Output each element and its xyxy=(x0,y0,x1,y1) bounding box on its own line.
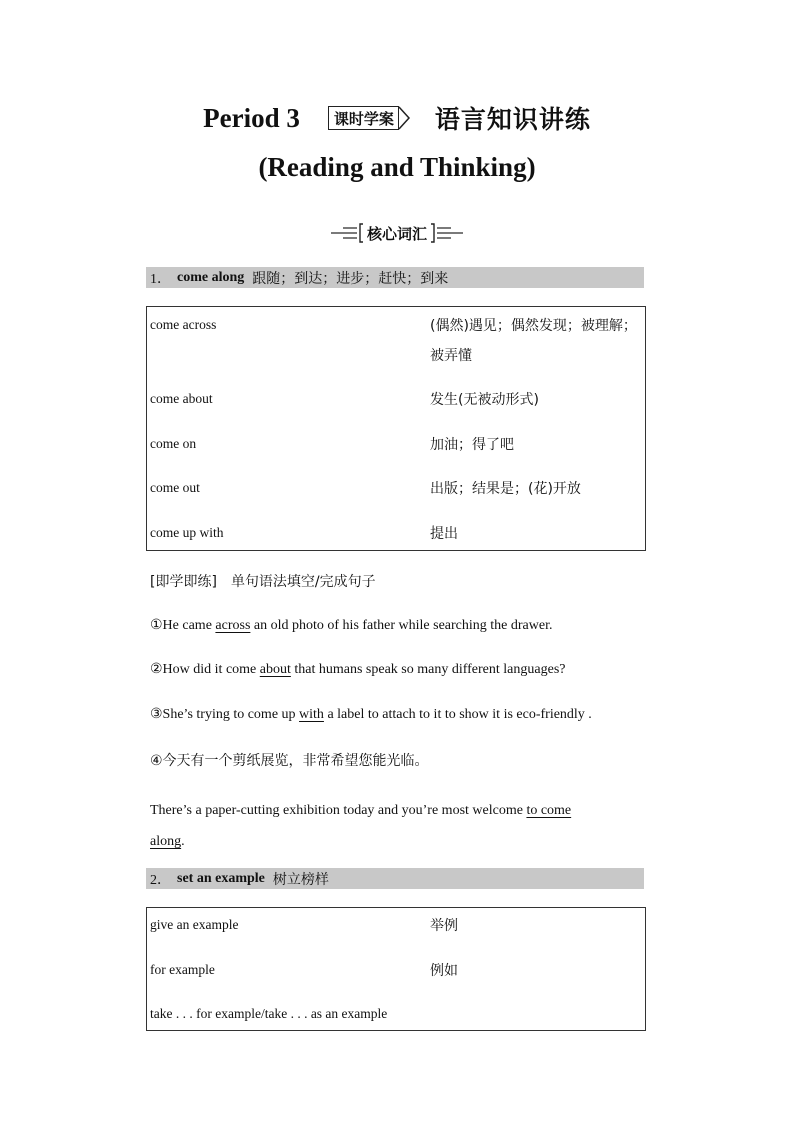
meaning-cell: 举例 xyxy=(430,918,458,934)
exercise-sentence-4-prompt xyxy=(150,750,644,770)
entry-1-table xyxy=(146,306,646,551)
phrase-cell: take . . . for example/take . . . as an example xyxy=(150,1006,388,1021)
sentence-text: . xyxy=(181,834,185,849)
sentence-text: ②How did it come xyxy=(150,662,260,677)
heading-right-ornament-icon xyxy=(429,222,463,244)
page-title: 语言知识讲练 xyxy=(434,105,591,134)
entry-2-phrase: set an example xyxy=(177,870,265,886)
phrase-cell: for example xyxy=(150,962,215,977)
sentence-text: There’s a paper-cutting exhibition today and you’re most welcome xyxy=(150,803,527,818)
entry-2-number: 2． xyxy=(150,872,171,888)
practice-instruction: 单句语法填空/完成句子 xyxy=(230,574,376,590)
sentence-text: that humans speak so many different languages? xyxy=(290,662,566,677)
meaning-cell: 加油；得了吧 xyxy=(430,437,514,453)
phrase-cell: come up with xyxy=(150,525,224,540)
sentence-text: an old photo of his father while searching the drawer. xyxy=(250,618,553,633)
section-heading-text: 核心词汇 xyxy=(366,224,427,243)
answer-blank: about xyxy=(259,662,291,677)
sentence-text: a label to attach to it to show it is eco-friendly . xyxy=(323,707,592,722)
answer-blank: with xyxy=(299,707,324,722)
exercise-sentence-2 xyxy=(150,661,644,678)
period-title: Period 3 xyxy=(203,102,300,133)
exercise-sentence-1 xyxy=(150,617,644,634)
phrase-cell: come across xyxy=(150,317,217,332)
meaning-cell: (偶然)遇见；偶然发现；被理解；被弄懂 xyxy=(430,318,637,364)
exercise-sentence-4-answer xyxy=(150,795,644,857)
lesson-badge xyxy=(328,105,411,131)
entry-1-header xyxy=(146,267,644,288)
answer-blank: to come xyxy=(526,803,572,818)
meaning-cell: 发生(无被动形式) xyxy=(430,392,539,408)
entry-2-table xyxy=(146,907,646,1031)
section-heading xyxy=(0,220,794,246)
phrase-cell: come about xyxy=(150,391,213,406)
entry-2-meaning: 树立榜样 xyxy=(272,871,329,888)
answer-blank: across xyxy=(215,618,251,633)
heading-left-ornament-icon xyxy=(331,222,365,244)
phrase-cell: give an example xyxy=(150,917,239,932)
sentence-text: ③She’s trying to come up xyxy=(150,707,300,722)
sentence-text: ④今天有一个剪纸展览，非常希望您能光临。 xyxy=(150,753,429,769)
lesson-badge-label: 课时学案 xyxy=(328,106,399,130)
meaning-cell: 例如 xyxy=(430,963,458,979)
title-line xyxy=(0,98,794,138)
entry-1-number: 1． xyxy=(150,271,171,287)
page-subtitle: (Reading and Thinking) xyxy=(258,152,536,182)
entry-2-header xyxy=(146,868,644,889)
practice-header xyxy=(150,571,644,591)
exercise-sentence-3 xyxy=(150,706,644,723)
meaning-cell: 提出 xyxy=(430,526,458,542)
answer-blank: along xyxy=(150,834,182,849)
sentence-text: ①He came xyxy=(150,618,216,633)
phrase-cell: come out xyxy=(150,480,200,495)
meaning-cell: 出版；结果是；(花)开放 xyxy=(430,481,581,497)
entry-1-meaning: 跟随；到达；进步；赶快；到来 xyxy=(252,270,449,287)
entry-1-phrase: come along xyxy=(177,269,245,285)
practice-label: [即学即练] xyxy=(150,574,217,590)
phrase-cell: come on xyxy=(150,436,197,451)
badge-arrow-icon xyxy=(399,105,411,131)
